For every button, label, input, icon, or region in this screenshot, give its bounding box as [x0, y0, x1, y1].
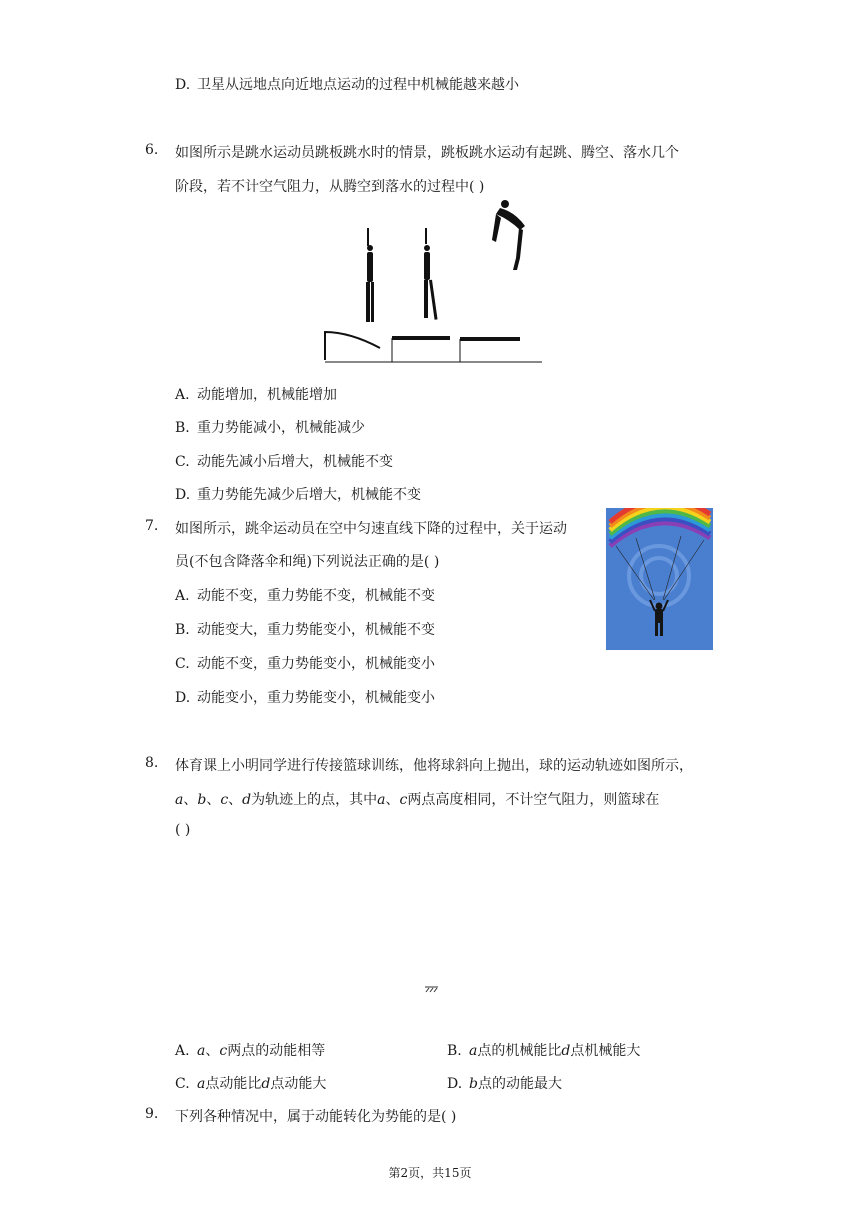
option-text: 卫星从远地点向近地点运动的过程中机械能越来越小 [197, 77, 519, 93]
diver-2 [424, 228, 438, 320]
diver-1 [366, 228, 374, 322]
q7-stem-line1: 如图所示，跳伞运动员在空中匀速直线下降的过程中，关于运动 [175, 521, 567, 537]
page-footer: 第2页，共15页 [388, 1166, 472, 1180]
q6-option-d [175, 484, 421, 504]
q7-option-b [175, 619, 435, 639]
var-b: b [197, 792, 207, 808]
q5-option-d [175, 74, 519, 94]
var: b [469, 1076, 478, 1092]
q8-option-c [175, 1073, 326, 1093]
sep: 、 [206, 792, 221, 808]
q7-option-d [175, 687, 435, 707]
q8-option-a [175, 1040, 325, 1060]
option-text: 点动能大 [270, 1076, 327, 1092]
option-letter: D. [175, 487, 191, 503]
var-a: a [175, 792, 184, 808]
option-text: 重力势能减小，机械能减少 [197, 420, 365, 436]
option-text: 动能不变，重力势能不变，机械能不变 [197, 588, 435, 604]
q6-option-b [175, 417, 365, 437]
var: c [219, 1043, 228, 1059]
var-c: c [220, 792, 229, 808]
var-a: a [377, 792, 386, 808]
var: d [561, 1043, 571, 1059]
option-letter: D. [175, 77, 191, 93]
diving-figure [320, 198, 545, 370]
q8-number: 8. [145, 755, 159, 771]
var: d [261, 1076, 271, 1092]
option-text: 点机械能大 [570, 1043, 641, 1059]
option-text: 动能先减小后增大，机械能不变 [197, 454, 393, 470]
option-letter: D. [175, 690, 191, 706]
option-text: 动能变大，重力势能变小，机械能不变 [197, 622, 435, 638]
option-letter: C. [175, 656, 190, 672]
q8-option-b [447, 1040, 640, 1060]
q6-stem-line1: 如图所示是跳水运动员跳板跳水时的情景，跳板跳水运动有起跳、腾空、落水几个 [175, 145, 679, 161]
var-d: d [242, 792, 252, 808]
parachute-photo [606, 508, 713, 650]
var-c: c [399, 792, 408, 808]
q8-stem-line1: 体育课上小明同学进行传接篮球训练，他将球斜向上抛出，球的运动轨迹如图所示， [175, 758, 693, 774]
option-text: 点的机械能比 [477, 1043, 562, 1059]
q8-stem-line3: ( ) [175, 822, 191, 838]
q6-number: 6. [145, 142, 159, 158]
q9-number: 9. [145, 1106, 159, 1122]
var: a [197, 1043, 206, 1059]
option-letter: A. [175, 588, 190, 604]
option-letter: D. [447, 1076, 463, 1092]
option-text: 点动能比 [205, 1076, 262, 1092]
stem-text: 为轨迹上的点，其中 [251, 792, 378, 808]
q7-option-c [175, 653, 435, 673]
option-letter: B. [447, 1043, 462, 1059]
option-letter: C. [175, 454, 190, 470]
q8-option-d [447, 1073, 562, 1093]
q6-option-c [175, 451, 393, 471]
option-letter: A. [175, 1043, 190, 1059]
q8-stem-line2 [175, 789, 659, 809]
var: a [469, 1043, 478, 1059]
option-text: 动能不变，重力势能变小，机械能变小 [197, 656, 435, 672]
option-text: 动能变小，重力势能变小，机械能变小 [197, 690, 435, 706]
option-text: 、 [205, 1043, 220, 1059]
option-letter: B. [175, 420, 190, 436]
option-letter: C. [175, 1076, 190, 1092]
option-letter: B. [175, 622, 190, 638]
q7-stem-line2: 员(不包含降落伞和绳)下列说法正确的是( ) [175, 554, 440, 570]
stem-text: 两点高度相同，不计空气阻力，则篮球在 [407, 792, 660, 808]
option-text: 重力势能先减少后增大，机械能不变 [197, 487, 421, 503]
q7-number: 7. [145, 518, 159, 534]
option-letter: A. [175, 387, 190, 403]
q6-stem-line2: 阶段，若不计空气阻力，从腾空到落水的过程中( ) [175, 179, 485, 195]
sep: 、 [183, 792, 198, 808]
q7-option-a [175, 585, 435, 605]
trajectory-image-placeholder [425, 985, 439, 993]
option-text: 点的动能最大 [477, 1076, 562, 1092]
diver-3 [492, 200, 525, 270]
var: a [197, 1076, 206, 1092]
option-text: 两点的动能相等 [227, 1043, 326, 1059]
sep: 、 [228, 792, 243, 808]
option-text: 动能增加，机械能增加 [197, 387, 337, 403]
sep: 、 [385, 792, 400, 808]
q9-stem-line1: 下列各种情况中，属于动能转化为势能的是( ) [175, 1109, 457, 1125]
q6-option-a [175, 384, 337, 404]
